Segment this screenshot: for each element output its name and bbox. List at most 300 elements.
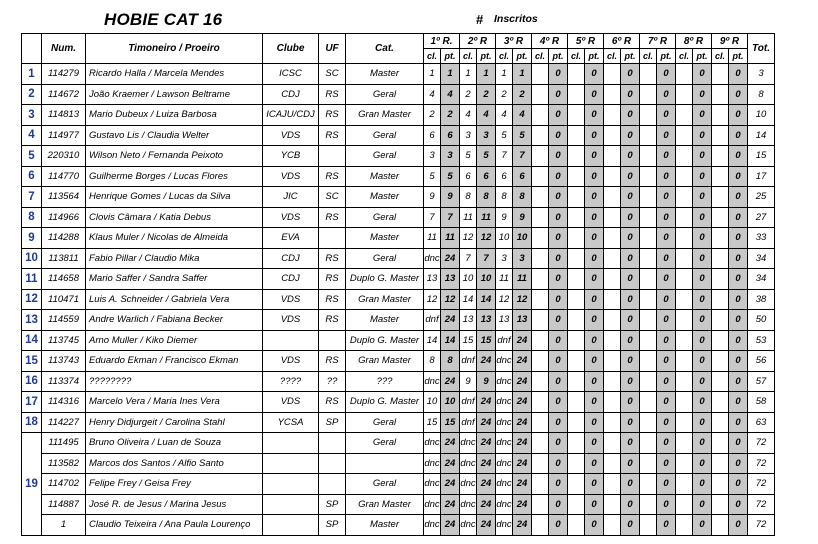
- race-4-points-cell: 0: [549, 412, 568, 433]
- race-6-classification-cell: [604, 269, 621, 290]
- race-8-classification-cell: [676, 166, 693, 187]
- race-8-points-cell: 0: [693, 105, 712, 126]
- race-2-classification-cell: 14: [460, 289, 477, 310]
- race-5-points-cell: 0: [585, 494, 604, 515]
- race-7-classification-cell: [640, 453, 657, 474]
- position-cell: 16: [22, 371, 42, 392]
- crew-name-cell: Clovis Câmara / Katia Debus: [86, 207, 263, 228]
- race-9-points-cell: 0: [729, 187, 748, 208]
- table-row: [22, 433, 775, 454]
- race-9-classification-cell: [712, 228, 729, 249]
- race-6-points-cell: 0: [621, 166, 640, 187]
- position-cell: 18: [22, 412, 42, 433]
- race-4-classification-cell: [532, 494, 549, 515]
- race-6-points-cell: 0: [621, 494, 640, 515]
- race-7-points-cell: 0: [657, 228, 676, 249]
- results-table: [21, 33, 775, 536]
- race-8-points-cell: 0: [693, 289, 712, 310]
- race-7-classification-cell: [640, 146, 657, 167]
- race-5-points-cell: 0: [585, 433, 604, 454]
- race-5-classification-cell: [568, 433, 585, 454]
- race-4-classification-cell: [532, 166, 549, 187]
- race-2-classification-cell: 7: [460, 248, 477, 269]
- race-5-classification-cell: [568, 146, 585, 167]
- race-5-points-cell: 0: [585, 269, 604, 290]
- race-9-classification-cell: [712, 125, 729, 146]
- race-3-classification-cell: 10: [496, 228, 513, 249]
- header-race-1: 1º R.: [424, 34, 460, 49]
- race-1-classification-cell: 9: [424, 187, 441, 208]
- race-6-classification-cell: [604, 494, 621, 515]
- race-8-points-cell: 0: [693, 351, 712, 372]
- sail-number-cell: 113374: [42, 371, 86, 392]
- table-row: [22, 351, 775, 372]
- race-9-points-cell: 0: [729, 351, 748, 372]
- race-5-classification-cell: [568, 371, 585, 392]
- race-4-points-cell: 0: [549, 289, 568, 310]
- club-cell: [263, 474, 319, 495]
- race-5-points-cell: 0: [585, 412, 604, 433]
- uf-cell: RS: [319, 269, 346, 290]
- race-9-points-cell: 0: [729, 207, 748, 228]
- table-row: [22, 310, 775, 331]
- race-3-classification-cell: 11: [496, 269, 513, 290]
- race-7-points-cell: 0: [657, 84, 676, 105]
- race-9-classification-cell: [712, 248, 729, 269]
- race-3-points-cell: 8: [513, 187, 532, 208]
- club-cell: [263, 494, 319, 515]
- race-3-points-cell: 3: [513, 248, 532, 269]
- race-7-classification-cell: [640, 187, 657, 208]
- race-7-classification-cell: [640, 412, 657, 433]
- category-cell: Geral: [346, 207, 424, 228]
- race-2-classification-cell: dnf: [460, 351, 477, 372]
- race-4-classification-cell: [532, 371, 549, 392]
- crew-name-cell: Eduardo Ekman / Francisco Ekman: [86, 351, 263, 372]
- race-6-points-cell: 0: [621, 146, 640, 167]
- race-8-classification-cell: [676, 228, 693, 249]
- sail-number-cell: 111495: [42, 433, 86, 454]
- table-row: [22, 392, 775, 413]
- race-8-classification-cell: [676, 248, 693, 269]
- race-2-classification-cell: 12: [460, 228, 477, 249]
- total-points-cell: 14: [748, 125, 775, 146]
- table-row: [22, 84, 775, 105]
- race-5-classification-cell: [568, 166, 585, 187]
- sail-number-cell: 114977: [42, 125, 86, 146]
- category-cell: [346, 453, 424, 474]
- table-row: [22, 515, 775, 536]
- uf-cell: SP: [319, 515, 346, 536]
- race-6-points-cell: 0: [621, 228, 640, 249]
- race-1-classification-cell: 15: [424, 412, 441, 433]
- total-points-cell: 34: [748, 269, 775, 290]
- race-7-points-cell: 0: [657, 453, 676, 474]
- race-4-classification-cell: [532, 289, 549, 310]
- club-cell: CDJ: [263, 269, 319, 290]
- header-race-8: 8º R: [676, 34, 712, 49]
- table-row: [22, 228, 775, 249]
- race-3-classification-cell: dnc: [496, 453, 513, 474]
- race-5-classification-cell: [568, 474, 585, 495]
- header-race-5-pt: pt.: [585, 49, 604, 64]
- race-3-points-cell: 24: [513, 392, 532, 413]
- race-9-points-cell: 0: [729, 474, 748, 495]
- total-points-cell: 72: [748, 494, 775, 515]
- category-cell: Master: [346, 187, 424, 208]
- crew-name-cell: Klaus Muler / Nicolas de Almeida: [86, 228, 263, 249]
- race-3-points-cell: 24: [513, 412, 532, 433]
- race-6-classification-cell: [604, 392, 621, 413]
- race-6-points-cell: 0: [621, 412, 640, 433]
- race-5-classification-cell: [568, 105, 585, 126]
- race-5-classification-cell: [568, 248, 585, 269]
- race-5-classification-cell: [568, 269, 585, 290]
- race-9-points-cell: 0: [729, 515, 748, 536]
- race-5-points-cell: 0: [585, 64, 604, 85]
- crew-name-cell: José R. de Jesus / Marina Jesus: [86, 494, 263, 515]
- total-points-cell: 33: [748, 228, 775, 249]
- race-1-points-cell: 2: [441, 105, 460, 126]
- race-4-points-cell: 0: [549, 105, 568, 126]
- race-1-points-cell: 4: [441, 84, 460, 105]
- club-cell: VDS: [263, 310, 319, 331]
- crew-name-cell: Luis A. Schneider / Gabriela Vera: [86, 289, 263, 310]
- race-8-classification-cell: [676, 351, 693, 372]
- race-8-classification-cell: [676, 392, 693, 413]
- club-cell: VDS: [263, 166, 319, 187]
- sail-number-cell: 1: [42, 515, 86, 536]
- table-row: [22, 105, 775, 126]
- race-6-points-cell: 0: [621, 269, 640, 290]
- race-4-points-cell: 0: [549, 84, 568, 105]
- race-1-classification-cell: 8: [424, 351, 441, 372]
- race-5-classification-cell: [568, 515, 585, 536]
- race-2-points-cell: 24: [477, 351, 496, 372]
- header-race-9-cl: cl.: [712, 49, 729, 64]
- race-1-classification-cell: 7: [424, 207, 441, 228]
- race-8-classification-cell: [676, 515, 693, 536]
- race-2-classification-cell: dnc: [460, 474, 477, 495]
- race-3-classification-cell: dnc: [496, 515, 513, 536]
- club-cell: VDS: [263, 125, 319, 146]
- race-4-points-cell: 0: [549, 64, 568, 85]
- race-7-classification-cell: [640, 269, 657, 290]
- race-1-classification-cell: 14: [424, 330, 441, 351]
- race-7-points-cell: 0: [657, 269, 676, 290]
- sail-number-cell: 114316: [42, 392, 86, 413]
- position-cell: 19: [22, 433, 42, 536]
- race-2-classification-cell: 11: [460, 207, 477, 228]
- race-3-classification-cell: 7: [496, 146, 513, 167]
- race-1-points-cell: 24: [441, 515, 460, 536]
- race-9-classification-cell: [712, 412, 729, 433]
- race-5-points-cell: 0: [585, 248, 604, 269]
- race-8-points-cell: 0: [693, 64, 712, 85]
- race-8-points-cell: 0: [693, 207, 712, 228]
- total-points-cell: 72: [748, 474, 775, 495]
- race-7-points-cell: 0: [657, 310, 676, 331]
- race-7-classification-cell: [640, 310, 657, 331]
- race-7-classification-cell: [640, 433, 657, 454]
- race-8-points-cell: 0: [693, 125, 712, 146]
- race-8-points-cell: 0: [693, 187, 712, 208]
- race-8-points-cell: 0: [693, 453, 712, 474]
- race-5-points-cell: 0: [585, 330, 604, 351]
- sail-number-cell: 113564: [42, 187, 86, 208]
- position-cell: 4: [22, 125, 42, 146]
- uf-cell: SP: [319, 494, 346, 515]
- total-points-cell: 8: [748, 84, 775, 105]
- crew-name-cell: Arno Muller / Kiko Diemer: [86, 330, 263, 351]
- table-row: [22, 187, 775, 208]
- header-race-4-pt: pt.: [549, 49, 568, 64]
- race-3-points-cell: 24: [513, 371, 532, 392]
- race-8-classification-cell: [676, 330, 693, 351]
- total-points-cell: 38: [748, 289, 775, 310]
- race-5-points-cell: 0: [585, 105, 604, 126]
- crew-name-cell: Claudio Teixeira / Ana Paula Lourenço: [86, 515, 263, 536]
- race-8-points-cell: 0: [693, 371, 712, 392]
- race-6-classification-cell: [604, 248, 621, 269]
- race-2-points-cell: 15: [477, 330, 496, 351]
- race-2-classification-cell: 6: [460, 166, 477, 187]
- position-cell: 15: [22, 351, 42, 372]
- race-1-classification-cell: 3: [424, 146, 441, 167]
- race-3-classification-cell: dnc: [496, 371, 513, 392]
- race-8-points-cell: 0: [693, 412, 712, 433]
- uf-cell: RS: [319, 351, 346, 372]
- race-1-classification-cell: dnc: [424, 248, 441, 269]
- race-2-points-cell: 12: [477, 228, 496, 249]
- table-row: [22, 207, 775, 228]
- header-race-8-pt: pt.: [693, 49, 712, 64]
- race-7-points-cell: 0: [657, 351, 676, 372]
- race-5-points-cell: 0: [585, 207, 604, 228]
- total-points-cell: 17: [748, 166, 775, 187]
- race-4-classification-cell: [532, 433, 549, 454]
- race-3-points-cell: 10: [513, 228, 532, 249]
- header-race-9-pt: pt.: [729, 49, 748, 64]
- race-2-points-cell: 24: [477, 433, 496, 454]
- race-8-points-cell: 0: [693, 494, 712, 515]
- position-cell: 17: [22, 392, 42, 413]
- position-cell: 3: [22, 105, 42, 126]
- race-9-classification-cell: [712, 351, 729, 372]
- header-race-3-cl: cl.: [496, 49, 513, 64]
- race-2-classification-cell: 15: [460, 330, 477, 351]
- header-race-1-cl: cl.: [424, 49, 441, 64]
- uf-cell: RS: [319, 207, 346, 228]
- race-7-points-cell: 0: [657, 125, 676, 146]
- race-5-classification-cell: [568, 64, 585, 85]
- uf-cell: [319, 228, 346, 249]
- race-7-points-cell: 0: [657, 105, 676, 126]
- race-2-points-cell: 3: [477, 125, 496, 146]
- club-cell: ????: [263, 371, 319, 392]
- race-6-points-cell: 0: [621, 392, 640, 413]
- race-2-points-cell: 11: [477, 207, 496, 228]
- race-9-classification-cell: [712, 146, 729, 167]
- race-7-points-cell: 0: [657, 207, 676, 228]
- race-7-classification-cell: [640, 84, 657, 105]
- category-cell: Duplo G. Master: [346, 269, 424, 290]
- race-2-classification-cell: dnf: [460, 392, 477, 413]
- race-2-points-cell: 24: [477, 474, 496, 495]
- table-row: [22, 330, 775, 351]
- race-6-classification-cell: [604, 330, 621, 351]
- race-3-classification-cell: dnc: [496, 351, 513, 372]
- table-row: [22, 146, 775, 167]
- race-8-points-cell: 0: [693, 392, 712, 413]
- table-row: [22, 494, 775, 515]
- sail-number-cell: 220310: [42, 146, 86, 167]
- race-6-classification-cell: [604, 84, 621, 105]
- race-3-classification-cell: dnc: [496, 392, 513, 413]
- race-9-classification-cell: [712, 269, 729, 290]
- race-9-points-cell: 0: [729, 392, 748, 413]
- race-1-points-cell: 8: [441, 351, 460, 372]
- race-5-points-cell: 0: [585, 187, 604, 208]
- table-row: [22, 371, 775, 392]
- race-2-classification-cell: dnc: [460, 494, 477, 515]
- race-6-classification-cell: [604, 207, 621, 228]
- table-row: [22, 166, 775, 187]
- race-2-points-cell: 24: [477, 412, 496, 433]
- race-1-points-cell: 12: [441, 289, 460, 310]
- header-total: Tot.: [748, 34, 775, 64]
- race-2-classification-cell: dnc: [460, 515, 477, 536]
- position-cell: 5: [22, 146, 42, 167]
- race-7-points-cell: 0: [657, 146, 676, 167]
- crew-name-cell: Marcelo Vera / Maria Ines Vera: [86, 392, 263, 413]
- race-9-classification-cell: [712, 392, 729, 413]
- total-points-cell: 50: [748, 310, 775, 331]
- race-5-points-cell: 0: [585, 228, 604, 249]
- race-9-classification-cell: [712, 207, 729, 228]
- category-cell: Duplo G. Master: [346, 330, 424, 351]
- race-9-classification-cell: [712, 166, 729, 187]
- race-5-points-cell: 0: [585, 166, 604, 187]
- race-8-classification-cell: [676, 474, 693, 495]
- sail-number-cell: 114279: [42, 64, 86, 85]
- race-3-classification-cell: dnf: [496, 330, 513, 351]
- race-8-classification-cell: [676, 105, 693, 126]
- race-3-classification-cell: dnc: [496, 494, 513, 515]
- header-race-4: 4º R: [532, 34, 568, 49]
- uf-cell: [319, 453, 346, 474]
- race-9-classification-cell: [712, 515, 729, 536]
- race-1-classification-cell: dnc: [424, 515, 441, 536]
- race-5-classification-cell: [568, 228, 585, 249]
- race-6-points-cell: 0: [621, 310, 640, 331]
- race-3-points-cell: 24: [513, 453, 532, 474]
- race-3-classification-cell: 9: [496, 207, 513, 228]
- race-8-classification-cell: [676, 84, 693, 105]
- race-2-classification-cell: 10: [460, 269, 477, 290]
- race-5-points-cell: 0: [585, 146, 604, 167]
- total-points-cell: 15: [748, 146, 775, 167]
- crew-name-cell: Mario Dubeux / Luiza Barbosa: [86, 105, 263, 126]
- uf-cell: ??: [319, 371, 346, 392]
- race-1-points-cell: 24: [441, 248, 460, 269]
- race-6-classification-cell: [604, 474, 621, 495]
- table-row: [22, 64, 775, 85]
- race-6-classification-cell: [604, 166, 621, 187]
- race-4-classification-cell: [532, 453, 549, 474]
- race-1-points-cell: 24: [441, 474, 460, 495]
- table-row: [22, 289, 775, 310]
- race-1-points-cell: 24: [441, 494, 460, 515]
- race-7-points-cell: 0: [657, 474, 676, 495]
- race-4-classification-cell: [532, 248, 549, 269]
- race-5-points-cell: 0: [585, 351, 604, 372]
- race-1-classification-cell: 10: [424, 392, 441, 413]
- race-4-points-cell: 0: [549, 351, 568, 372]
- race-9-classification-cell: [712, 310, 729, 331]
- race-8-points-cell: 0: [693, 248, 712, 269]
- race-8-points-cell: 0: [693, 433, 712, 454]
- race-9-points-cell: 0: [729, 228, 748, 249]
- race-7-classification-cell: [640, 515, 657, 536]
- uf-cell: SC: [319, 64, 346, 85]
- race-3-classification-cell: dnc: [496, 474, 513, 495]
- total-points-cell: 57: [748, 371, 775, 392]
- race-6-classification-cell: [604, 433, 621, 454]
- header-race-6-cl: cl.: [604, 49, 621, 64]
- race-3-classification-cell: 13: [496, 310, 513, 331]
- header-race-2-pt: pt.: [477, 49, 496, 64]
- race-6-classification-cell: [604, 310, 621, 331]
- race-7-classification-cell: [640, 166, 657, 187]
- race-1-points-cell: 9: [441, 187, 460, 208]
- race-7-classification-cell: [640, 207, 657, 228]
- race-1-classification-cell: 6: [424, 125, 441, 146]
- page-title: HOBIE CAT 16: [104, 10, 223, 29]
- total-points-cell: 63: [748, 412, 775, 433]
- race-4-points-cell: 0: [549, 371, 568, 392]
- race-4-points-cell: 0: [549, 330, 568, 351]
- category-cell: Master: [346, 166, 424, 187]
- race-6-classification-cell: [604, 146, 621, 167]
- race-3-points-cell: 4: [513, 105, 532, 126]
- race-1-points-cell: 5: [441, 166, 460, 187]
- header-race-2: 2º R: [460, 34, 496, 49]
- race-3-points-cell: 2: [513, 84, 532, 105]
- race-6-classification-cell: [604, 371, 621, 392]
- sail-number-cell: 110471: [42, 289, 86, 310]
- race-9-points-cell: 0: [729, 269, 748, 290]
- sail-number-cell: 113811: [42, 248, 86, 269]
- race-1-classification-cell: dnc: [424, 433, 441, 454]
- crew-name-cell: Marcos dos Santos / Alfio Santo: [86, 453, 263, 474]
- category-cell: Duplo G. Master: [346, 392, 424, 413]
- race-1-classification-cell: 4: [424, 84, 441, 105]
- header-race-1-pt: pt.: [441, 49, 460, 64]
- race-4-points-cell: 0: [549, 474, 568, 495]
- race-6-classification-cell: [604, 187, 621, 208]
- uf-cell: RS: [319, 166, 346, 187]
- race-6-classification-cell: [604, 412, 621, 433]
- race-3-classification-cell: 2: [496, 84, 513, 105]
- position-cell: 14: [22, 330, 42, 351]
- race-1-classification-cell: 11: [424, 228, 441, 249]
- uf-cell: SP: [319, 412, 346, 433]
- race-4-points-cell: 0: [549, 433, 568, 454]
- race-1-points-cell: 14: [441, 330, 460, 351]
- race-7-points-cell: 0: [657, 494, 676, 515]
- race-7-classification-cell: [640, 474, 657, 495]
